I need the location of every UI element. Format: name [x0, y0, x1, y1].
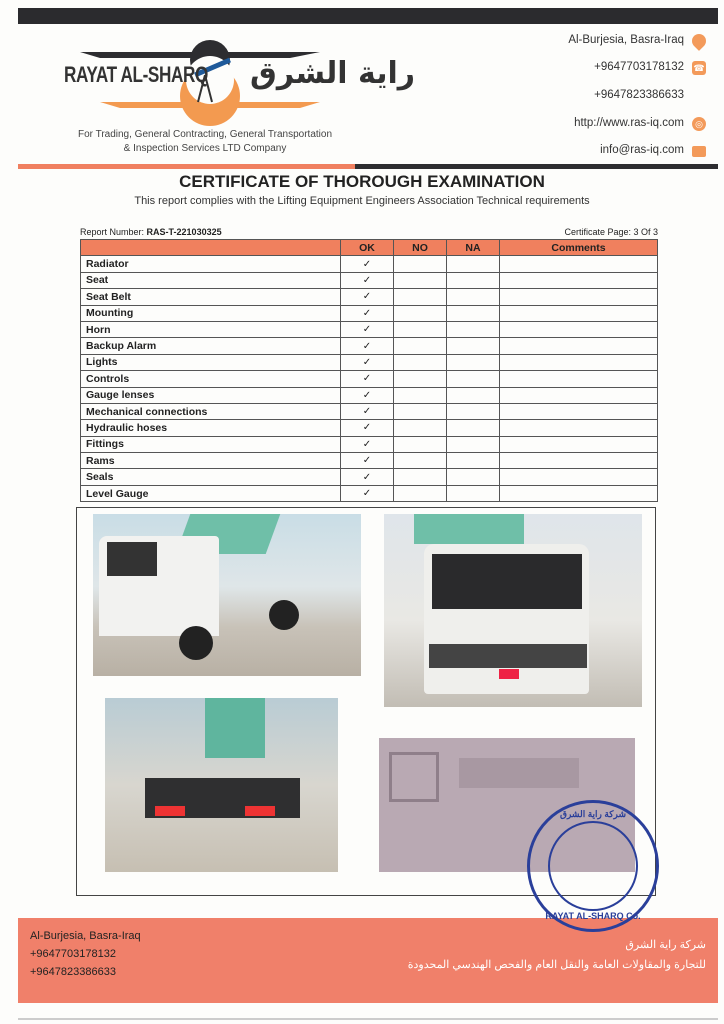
no-cell	[394, 256, 447, 272]
photo-truck-side	[93, 514, 361, 676]
no-cell	[394, 420, 447, 436]
stamp-text-ar: شركة راية الشرق	[559, 809, 626, 819]
no-cell	[394, 469, 447, 485]
table-header	[81, 240, 658, 256]
table-row	[81, 338, 658, 354]
tagline-line-1: For Trading, General Contracting, General Transportation	[77, 129, 333, 140]
ok-check: ✓	[341, 387, 394, 403]
na-cell	[447, 289, 500, 305]
ok-check: ✓	[341, 453, 394, 469]
ok-check: ✓	[341, 403, 394, 419]
no-cell	[394, 453, 447, 469]
comments-cell	[500, 403, 658, 419]
footer-phone-1: +9647703178132	[30, 948, 116, 960]
na-cell	[447, 469, 500, 485]
na-cell	[447, 354, 500, 370]
page-title: CERTIFICATE OF THOROUGH EXAMINATION	[179, 172, 545, 191]
ok-check: ✓	[341, 305, 394, 321]
no-cell	[394, 387, 447, 403]
comments-cell	[500, 469, 658, 485]
stamp-text-en: RAYAT AL-SHARQ Co.	[545, 911, 641, 921]
col-no: NO	[394, 240, 447, 256]
no-cell	[394, 436, 447, 452]
ok-check: ✓	[341, 485, 394, 501]
comments-cell	[500, 436, 658, 452]
table-row	[81, 371, 658, 387]
no-cell	[394, 338, 447, 354]
photo-truck-rear	[105, 698, 338, 872]
comments-cell	[500, 256, 658, 272]
comments-cell	[500, 321, 658, 337]
no-cell	[394, 485, 447, 501]
na-cell	[447, 453, 500, 469]
bottom-line	[18, 1018, 718, 1020]
na-cell	[447, 338, 500, 354]
divider-orange	[18, 164, 355, 169]
item-name: Radiator	[81, 256, 341, 272]
comments-cell	[500, 289, 658, 305]
location-pin-icon	[689, 31, 709, 51]
table-row	[81, 272, 658, 288]
no-cell	[394, 272, 447, 288]
item-name: Backup Alarm	[81, 338, 341, 354]
table-row	[81, 354, 658, 370]
contact-phone-1: +9647703178132	[594, 61, 684, 73]
ok-check: ✓	[341, 469, 394, 485]
no-cell	[394, 371, 447, 387]
ok-check: ✓	[341, 420, 394, 436]
ok-check: ✓	[341, 289, 394, 305]
ok-check: ✓	[341, 321, 394, 337]
report-number-value: RAS-T-221030325	[146, 227, 222, 237]
footer-company-ar: شركة راية الشرق	[625, 939, 706, 951]
tagline-line-2: & Inspection Services LTD Company	[123, 143, 287, 154]
comments-cell	[500, 420, 658, 436]
comments-cell	[500, 453, 658, 469]
item-name: Rams	[81, 453, 341, 469]
ok-check: ✓	[341, 338, 394, 354]
ok-check: ✓	[341, 371, 394, 387]
footer-description-ar: للتجارة والمقاولات العامة والنقل العام والفحص الهندسي المحدودة	[407, 959, 706, 971]
col-na: NA	[447, 240, 500, 256]
footer	[18, 918, 718, 1003]
item-name: Horn	[81, 321, 341, 337]
comments-cell	[500, 485, 658, 501]
item-name: Lights	[81, 354, 341, 370]
col-comments: Comments	[500, 240, 658, 256]
globe-icon: ◎	[692, 117, 706, 131]
report-number-label: Report Number:	[80, 227, 145, 237]
contact-address: Al-Burjesia, Basra-Iraq	[568, 34, 684, 46]
col-ok: OK	[341, 240, 394, 256]
item-name: Fittings	[81, 436, 341, 452]
comments-cell	[500, 305, 658, 321]
photo-truck-front	[384, 514, 642, 707]
footer-phone-2: +9647823386633	[30, 966, 116, 978]
top-bar	[18, 8, 718, 24]
ok-check: ✓	[341, 272, 394, 288]
item-name: Seat Belt	[81, 289, 341, 305]
footer-address: Al-Burjesia, Basra-Iraq	[30, 930, 141, 942]
brand-name-ar: راية الشرق	[250, 56, 416, 91]
na-cell	[447, 420, 500, 436]
ok-check: ✓	[341, 354, 394, 370]
mail-icon	[692, 146, 706, 157]
item-name: Hydraulic hoses	[81, 420, 341, 436]
item-name: Seals	[81, 469, 341, 485]
table-row	[81, 453, 658, 469]
no-cell	[394, 289, 447, 305]
comments-cell	[500, 354, 658, 370]
item-name: Controls	[81, 371, 341, 387]
table-row	[81, 387, 658, 403]
tagline	[40, 128, 370, 156]
na-cell	[447, 387, 500, 403]
table-row	[81, 321, 658, 337]
table-row	[81, 403, 658, 419]
no-cell	[394, 354, 447, 370]
ok-check: ✓	[341, 256, 394, 272]
item-name: Level Gauge	[81, 485, 341, 501]
table-row	[81, 305, 658, 321]
report-number	[80, 227, 222, 237]
item-name: Seat	[81, 272, 341, 288]
table-row	[81, 420, 658, 436]
no-cell	[394, 403, 447, 419]
table-row	[81, 485, 658, 501]
contact-phone-2: +9647823386633	[594, 89, 684, 101]
comments-cell	[500, 387, 658, 403]
comments-cell	[500, 371, 658, 387]
contact-website[interactable]: http://www.ras-iq.com	[574, 117, 684, 129]
item-name: Mounting	[81, 305, 341, 321]
na-cell	[447, 485, 500, 501]
ok-check: ✓	[341, 436, 394, 452]
no-cell	[394, 305, 447, 321]
na-cell	[447, 321, 500, 337]
divider-dark	[355, 164, 718, 169]
company-stamp	[527, 800, 659, 932]
contact-email[interactable]: info@ras-iq.com	[600, 144, 684, 156]
inspection-table	[80, 239, 658, 502]
na-cell	[447, 403, 500, 419]
phone-icon: ☎	[693, 63, 705, 73]
na-cell	[447, 436, 500, 452]
na-cell	[447, 272, 500, 288]
table-row	[81, 436, 658, 452]
na-cell	[447, 305, 500, 321]
page-subtitle: This report complies with the Lifting Equipment Engineers Association Technical requirements	[134, 195, 590, 207]
certificate-page: Certificate Page: 3 Of 3	[564, 227, 658, 237]
table-row	[81, 256, 658, 272]
comments-cell	[500, 272, 658, 288]
table-row	[81, 469, 658, 485]
na-cell	[447, 371, 500, 387]
brand-name-en: RAYAT AL-SHARQ	[64, 62, 208, 87]
na-cell	[447, 256, 500, 272]
col-item	[81, 240, 341, 256]
table-row	[81, 289, 658, 305]
no-cell	[394, 321, 447, 337]
item-name: Gauge lenses	[81, 387, 341, 403]
comments-cell	[500, 338, 658, 354]
item-name: Mechanical connections	[81, 403, 341, 419]
